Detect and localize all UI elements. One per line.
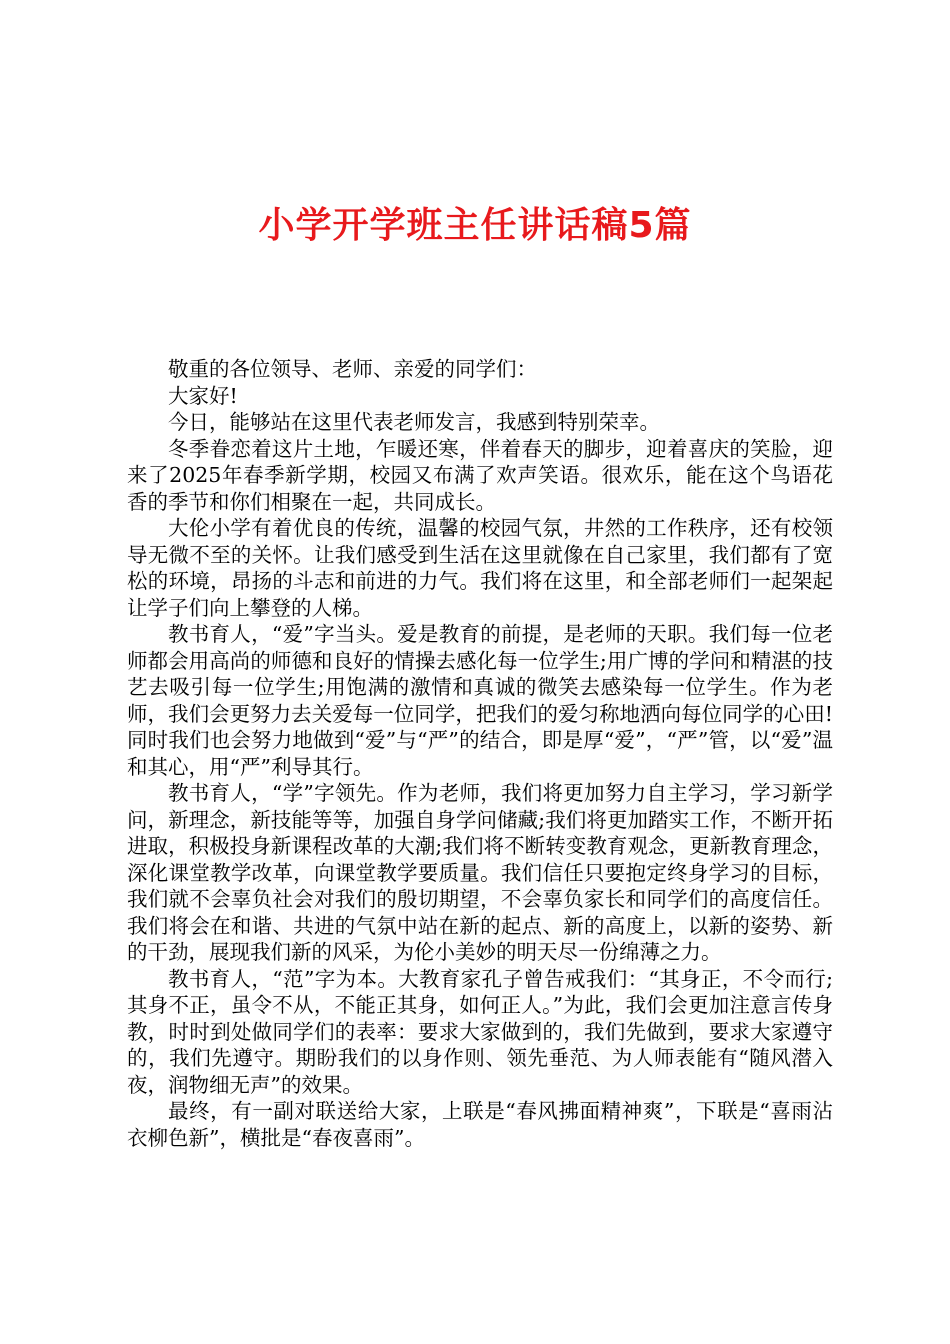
closing-paragraph: 最终，有一副对联送给大家，上联是“春风拂面精神爽”，下联是“喜雨沾衣柳色新”，横批是“春夜喜雨”。 bbox=[127, 1099, 833, 1150]
paragraph: 教书育人，“学”字领先。作为老师，我们将更加努力自主学习，学习新学问，新理念，新技能等等，加强自身学问储藏;我们将更加踏实工作，不断开拓进取，积极投身新课程改革的大潮;我们将不断转变教育观念，更新教育理念，深化课堂教学改革，向课堂教学要质量。我们信任只要抱定终身学习的目标，我们就不会辜负社会对我们的殷切期望，不会辜负家长和同学们的高度信任。我们将会在和谐、共进的气氛中站在新的起点、新的高度上，以新的姿势、新的干劲，展现我们新的风采，为伦小美妙的明天尽一份绵薄之力。 bbox=[127, 781, 833, 964]
paragraph: 教书育人，“爱”字当头。爱是教育的前提，是老师的天职。我们每一位老师都会用高尚的师德和良好的情操去感化每一位学生;用广博的学问和精湛的技艺去吸引每一位学生;用饱满的激情和真诚的微笑去感染每一位学生。作为老师，我们会更努力去关爱每一位同学，把我们的爱匀称地洒向每位同学的心田!同时我们也会努力地做到“爱”与“严”的结合，即是厚“爱”，“严”管，以“爱”温和其心，用“严”利导其行。 bbox=[127, 622, 833, 779]
salutation: 敬重的各位领导、老师、亲爱的同学们： bbox=[168, 357, 537, 381]
paragraph: 教书育人，“范”字为本。大教育家孔子曾告戒我们：“其身正，不令而行;其身不正，虽令不从，不能正其身，如何正人。”为此，我们会更加注意言传身教，时时到处做同学们的表率：要求大家做到的，我们先做到，要求大家遵守的，我们先遵守。期盼我们的以身作则、领先垂范、为人师表能有“随风潜入夜，润物细无声”的效果。 bbox=[127, 966, 833, 1097]
greeting: 大家好! bbox=[168, 383, 238, 408]
paragraph: 今日，能够站在这里代表老师发言，我感到特别荣幸。 bbox=[168, 410, 660, 434]
paragraph: 冬季眷恋着这片土地，乍暖还寒，伴着春天的脚步，迎着喜庆的笑脸，迎来了2025年春季新学期，校园又布满了欢声笑语。很欢乐，能在这个鸟语花香的季节和你们相聚在一起，共同成长。 bbox=[127, 436, 833, 514]
document-body bbox=[127, 356, 833, 1151]
document-title: 小学开学班主任讲话稿5篇 bbox=[258, 205, 692, 246]
paragraph: 大伦小学有着优良的传统，温馨的校园气氛，井然的工作秩序，还有校领导无微不至的关怀。让我们感受到生活在这里就像在自己家里，我们都有了宽松的环境，昂扬的斗志和前进的力气。我们将在这里，和全部老师们一起架起让学子们向上攀登的人梯。 bbox=[127, 516, 833, 620]
